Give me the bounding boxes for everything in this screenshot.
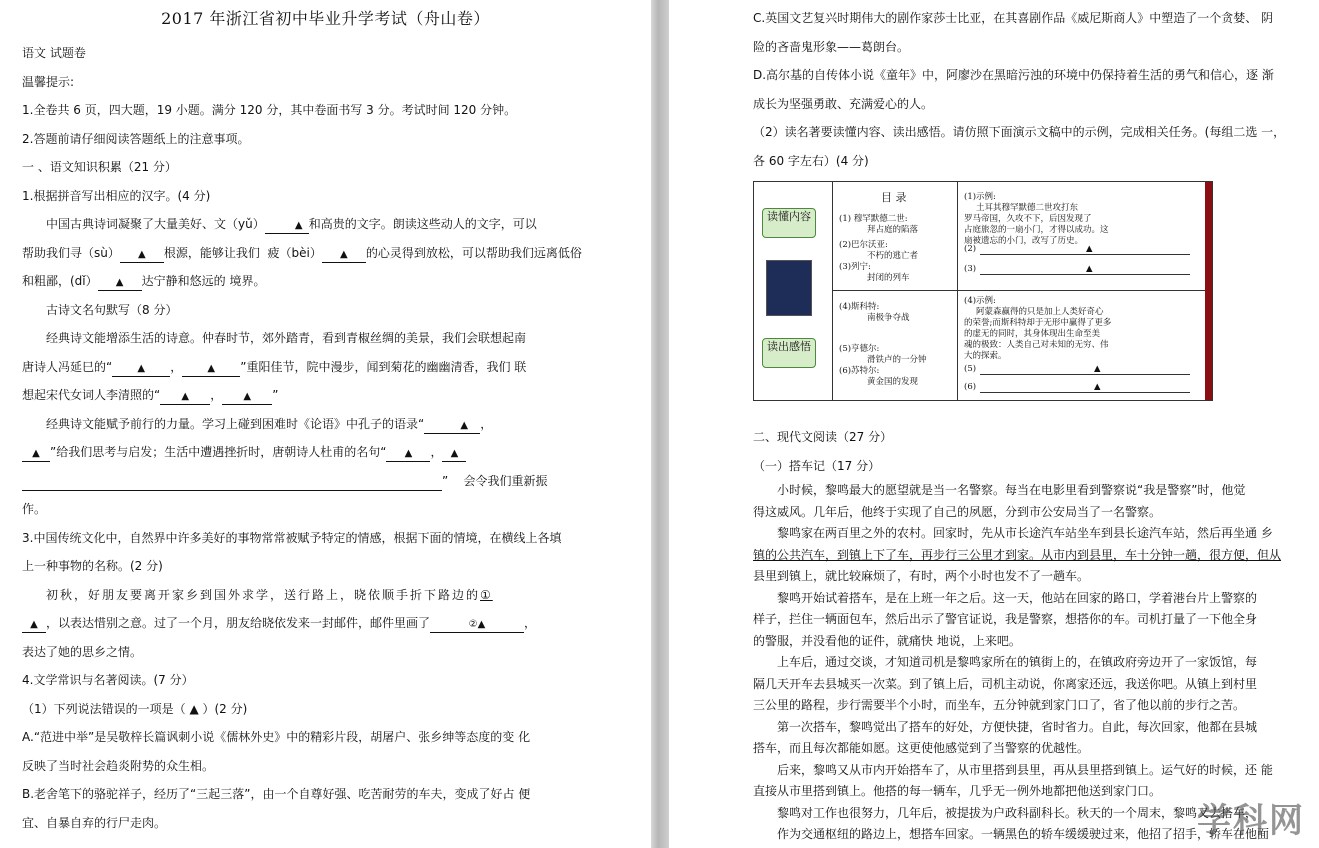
slide-figure <box>753 181 1213 401</box>
example-4-line-5: 大的探索。 <box>964 351 1007 361</box>
q2-text-h: 经典诗文能赋予前行的力量。学习上碰到困难时《论语》中孔子的语录“ <box>46 416 425 431</box>
example-3-answer-line <box>980 274 1190 275</box>
q3-text-c: 初秋，好朋友要离开家乡到国外求学，送行路上，晓依顺手折下路边的 <box>46 587 481 602</box>
example-6-label: (6) <box>964 382 977 392</box>
question-3-text-a: 3.中国传统文化中，自然界中许多美好的事物常常被赋予特定的情感，根据下面的情境，在横线上各填 <box>22 530 562 545</box>
q1-text-a: 中国古典诗词凝聚了大量美好、文（yǔ） <box>46 217 265 231</box>
answer-blank: ▲ <box>98 276 142 291</box>
passage-line: 后来，黎鸣又从市内开始搭车了，从市里搭到县里，再从县里搭到镇上。运气好的时候，还 能 <box>777 762 1273 777</box>
question-3-text-h: 表达了她的思乡之情。 <box>22 644 143 659</box>
slide-label-column <box>754 182 833 400</box>
q2-text-l: ” <box>442 473 449 488</box>
option-d-line-1: D.高尔基的自传体小说《童年》中，阿廖沙在黑暗污浊的环境中仍保持着生活的勇气和信心，逐 渐 <box>753 68 1274 82</box>
question-3-text-b: 上一种事物的名称。(2 分) <box>22 559 163 573</box>
answer-blank: ▲ <box>22 447 50 462</box>
answer-blank: ▲ <box>322 248 366 263</box>
answer-blank: ▲ <box>386 447 430 462</box>
q2-text-c: ， <box>170 359 183 374</box>
q2-text-b: 唐诗人冯延巳的“ <box>22 359 113 374</box>
passage-line: 搭车，而且每次都能如愿。这更使他感觉到了当警察的优越性。 <box>753 741 1090 755</box>
example-4-line-1: 阿蒙森赢得的只是加上人类好奇心 <box>976 307 1104 317</box>
question-4-2-line-2: 各 60 字左右）(4 分) <box>753 153 869 168</box>
tag-read-insight: 读出感悟 <box>762 338 816 368</box>
q2-text-m: 会令我们重新振 <box>463 473 548 488</box>
q2-text-e: 想起宋代女词人李清照的“ <box>22 388 161 402</box>
q3-blank-2-mark: ▲ <box>477 619 486 630</box>
page-gutter <box>651 0 669 848</box>
question-3-text-e <box>22 609 629 638</box>
toc-item-2-title: 不朽的逃亡者 <box>867 251 919 261</box>
toc-item-1-title: 拜占庭的陷落 <box>867 225 919 235</box>
q1-text-f: 的心灵得到放松，可以帮助我们远离低俗 <box>365 245 582 260</box>
example-2-answer-line <box>980 254 1190 255</box>
toc-item-4-author: (4)斯科特: <box>839 302 880 312</box>
example-1-line-1: 土耳其穆罕默德二世攻打东 <box>976 203 1079 213</box>
passage-body <box>753 480 1297 846</box>
toc-item-6-title: 黄金国的发现 <box>867 377 919 387</box>
toc-item-5-title: 滑铁卢的一分钟 <box>867 355 927 365</box>
passage-line: 县里到镇上，就比较麻烦了，有时，两个小时也发不了一趟车。 <box>753 569 1090 583</box>
answer-line <box>22 476 442 491</box>
answer-blank: ▲ <box>22 618 46 633</box>
example-3-mark: ▲ <box>1086 264 1093 274</box>
answer-blank: ▲ <box>112 362 170 377</box>
passage-line: 作为交通枢纽的路边上，想搭车回家。一辆黑色的轿车缓缓驶过来，他招了招手，轿车在他面 <box>777 827 1270 841</box>
option-c-line-1: C.英国文艺复兴时期伟大的剧作家莎士比亚，在其喜剧作品《威尼斯商人》中塑造了一个贪婪、 阴 <box>753 11 1274 25</box>
example-2-mark: ▲ <box>1086 244 1093 254</box>
passage-line: 黎鸣开始试着搭车，是在上班一年之后。这一天，他站在回家的路口，学着港台片上警察的 <box>777 590 1258 605</box>
passage-line: 小时候，黎鸣最大的愿望就是当一名警察。每当在电影里看到警察说“我是警察”时，他觉 <box>777 483 1246 497</box>
question-3-text-c <box>22 581 629 610</box>
answer-blank <box>430 618 524 633</box>
answer-blank: ▲ <box>160 390 210 405</box>
answer-blank: ▲ <box>265 219 309 234</box>
example-2-label: (2) <box>964 244 977 254</box>
exam-title: 2017 年浙江省初中毕业升学考试（舟山卷） <box>161 9 490 28</box>
option-a-line-2: 反映了当时社会趋炎附势的众生相。 <box>22 758 215 773</box>
q2-text-j: ”给我们思考与启发；生活中遭遇挫折时，唐朝诗人杜甫的名句“ <box>50 445 387 459</box>
question-2-title: 古诗文名句默写（8 分） <box>46 302 178 317</box>
question-2-text-n: 作。 <box>22 502 47 516</box>
q2-text-k: ， <box>430 445 443 459</box>
answer-blank: ▲ <box>424 419 480 434</box>
toc-column <box>833 182 958 400</box>
option-b-line-1: B.老舍笔下的骆驼祥子，经历了“三起三落”，由一个自尊好强、吃苦耐劳的车夫，变成了好占 便 <box>22 787 531 801</box>
option-d-line-2: 成长为坚强勇敢、充满爱心的人。 <box>753 96 934 111</box>
q3-blank-2-number: ② <box>468 619 478 630</box>
toc-item-3-author: (3)列宁: <box>839 262 871 272</box>
example-column <box>958 182 1205 400</box>
passage-line: 隔几天开车去县城买一次菜。到了镇上后，司机主动说，你离家还远，我送你吧。从镇上到村里 <box>753 676 1258 691</box>
question-4-2-line-1: （2）读名著要读懂内容、读出感悟。请仿照下面演示文稿中的示例，完成相关任务。(每组二选 一， <box>753 125 1286 139</box>
answer-blank: ▲ <box>222 390 272 405</box>
question-2-text-h <box>22 410 629 439</box>
tag-read-content: 读懂内容 <box>762 208 816 238</box>
passage-line: 第一次搭车，黎鸣觉出了搭车的好处，方便快捷，省时省力。自此，每次回家，他都在县城 <box>777 719 1258 734</box>
option-c-line-2: 险的吝啬鬼形象——葛朗台。 <box>753 39 910 54</box>
q1-text-b: 和高贵的文字。朗读这些动人的文字，可以 <box>308 217 537 231</box>
example-1-line-4: 扇被遗忘的小门，改写了历史。 <box>964 236 1084 246</box>
option-a-line-1: A.“范进中举”是吴敬梓长篇讽刺小说《儒林外史》中的精彩片段，胡屠户、张乡绅等态度的变 化 <box>22 730 531 744</box>
passage-line: 黎鸣对工作也很努力，几年后，被提拔为户政科副科长。秋天的一个周末，黎鸣又去搭车， <box>777 805 1258 820</box>
question-2-text-l <box>22 467 629 496</box>
toc-item-5-author: (5)亨德尔: <box>839 344 880 354</box>
passage-line: 直接从市里搭到镇上。他搭的每一辆车，几乎无一例外地都把他送到家门口。 <box>753 784 1162 798</box>
question-1-title: 1.根据拼音写出相应的汉字。(4 分) <box>22 188 211 203</box>
q1-text-h: 达宁静和悠远的 境界。 <box>141 274 266 288</box>
passage-line: 黎鸣家在两百里之外的农村。回家时，先从市长途汽车站坐车到县长途汽车站，然后再坐通 乡 <box>777 526 1273 540</box>
passage-title: （一）搭车记（17 分） <box>753 458 881 473</box>
question-2-text-e <box>22 381 629 410</box>
passage-line: 样子，拦住一辆面包车，然后出示了警官证说，我是警察，想搭你的车。司机打量了一下他全身 <box>753 612 1258 626</box>
toc-item-4-title: 南极争夺战 <box>867 313 910 323</box>
q1-text-g: 和粗鄙，(dǐ） <box>22 274 98 288</box>
passage-line: 的警服，并没看他的证件，就痛快 地说，上来吧。 <box>753 633 1021 648</box>
question-2-text-j <box>22 438 629 467</box>
q2-text-d: ”重阳佳节，院中漫步，闻到菊花的幽幽清香，我们 联 <box>240 359 527 374</box>
toc-item-3-title: 封闭的列车 <box>867 273 910 283</box>
tip-2: 2.答题前请仔细阅读答题纸上的注意事项。 <box>22 131 250 146</box>
example-1-line-3: 占庭旅忽的一扇小门，才得以成功。这 <box>964 225 1109 235</box>
example-5-label: (5) <box>964 364 977 374</box>
passage-line: 镇的公共汽车，到镇上下了车，再步行三公里才到家。从市内到县里，车十分钟一趟，很方便，但从 <box>753 547 1282 562</box>
question-4-title: 4.文学常识与名著阅读。(7 分） <box>22 673 194 687</box>
q2-text-g: ” <box>272 388 279 402</box>
watermark-logo: 学科网 <box>1197 801 1305 841</box>
q3-text-g: ， <box>524 616 537 630</box>
document-page-left <box>0 0 651 848</box>
example-1-line-2: 罗马帝国，久攻不下，后因发现了 <box>964 214 1092 224</box>
slide-divider <box>833 290 1205 291</box>
option-b-line-2: 宜、自暴自弃的行尸走肉。 <box>22 815 167 830</box>
q2-text-i: ， <box>480 416 493 431</box>
example-3-label: (3) <box>964 264 977 274</box>
tip-1: 1.全卷共 6 页，四大题，19 小题。满分 120 分，其中卷面书写 3 分。考试时间 120 分钟。 <box>22 103 517 117</box>
example-4-line-3: 的虚无的同时，其身体现出生命至美 <box>964 329 1101 339</box>
example-4-line-2: 的荣誉;而斯科特却于无形中赢得了更多 <box>964 318 1112 328</box>
example-4-line-4: 魂的极致：人类自己对未知的无穷、伟 <box>964 340 1109 350</box>
answer-blank: ▲ <box>182 362 240 377</box>
q3-text-e: ，以表达惜别之意。过了一个月，朋友给晓依发来一封邮件，邮件里画了 <box>46 616 431 630</box>
slide-accent-bar <box>1205 182 1212 400</box>
toc-title: 目 录 <box>881 191 907 204</box>
example-6-answer-line <box>980 392 1190 393</box>
example-1-head: (1)示例: <box>964 192 996 202</box>
answer-blank: ▲ <box>120 248 164 263</box>
passage-line: 三公里的路程，步行需要半个小时，而坐车，五分钟就到家门口了，省了他以前的步行之苦。 <box>753 698 1246 712</box>
example-5-answer-line <box>980 374 1190 375</box>
q1-text-c: 帮助我们寻（sù） <box>22 245 120 260</box>
section-1-heading: 一 、语文知识积累（21 分） <box>22 160 177 174</box>
q2-text-f: ， <box>210 388 223 402</box>
toc-item-1-author: (1) 穆罕默德二世: <box>839 214 908 224</box>
book-cover-image <box>766 260 812 316</box>
question-2-text-b <box>22 353 629 382</box>
example-6-mark: ▲ <box>1094 382 1101 392</box>
example-5-mark: ▲ <box>1094 364 1101 374</box>
section-2-heading: 二、现代文阅读（27 分） <box>753 430 893 444</box>
question-1-text-3 <box>22 267 629 296</box>
q1-text-e: 疲（bèi） <box>267 245 322 260</box>
question-1-text <box>22 210 629 239</box>
subject-line: 语文 试题卷 <box>22 46 86 60</box>
document-page-right <box>669 0 1319 848</box>
tips-heading: 温馨提示: <box>22 74 75 89</box>
question-2-text-a: 经典诗文能增添生活的诗意。仲春时节，郊外踏青，看到青椒丝绸的美景，我们会联想起南 <box>46 331 527 345</box>
example-4-head: (4)示例: <box>964 296 996 306</box>
toc-item-6-author: (6)苏特尔: <box>839 366 880 376</box>
answer-blank: ▲ <box>442 447 466 462</box>
passage-line: 得这威风。几年后，他终于实现了自己的夙愿，分到市公安局当了一名警察。 <box>753 504 1162 519</box>
question-4-1: （1）下列说法错误的一项是（ ▲ ）(2 分) <box>22 701 248 716</box>
question-1-text-2 <box>22 239 629 268</box>
passage-line: 上车后，通过交谈，才知道司机是黎鸣家所在的镇街上的，在镇政府旁边开了一家饭馆，每 <box>777 655 1258 669</box>
toc-item-2-author: (2)巴尔沃亚: <box>839 240 888 250</box>
q1-text-d: 根源，能够让我们 <box>163 245 260 260</box>
q3-blank-1-number: ① <box>480 587 493 602</box>
